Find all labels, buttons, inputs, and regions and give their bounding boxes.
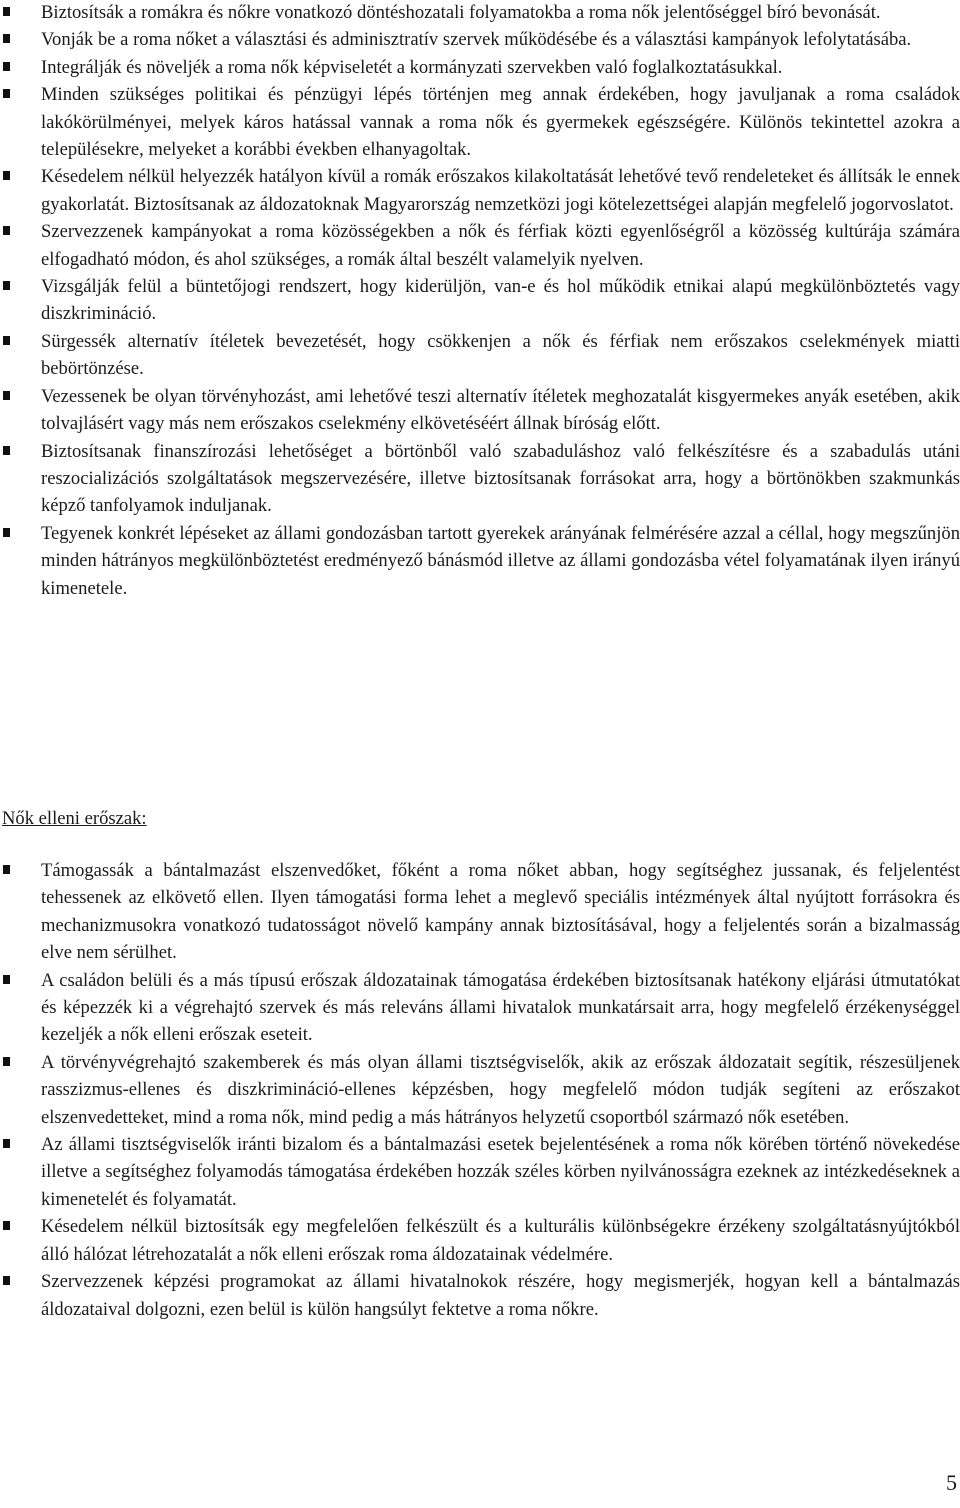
list-item-text: Késedelem nélkül helyezzék hatályon kívül a romák erőszakos kilakoltatását lehetővé tevő rendeleteket és állítsák le ennek gyakorlatát. Biztosítsanak az áldozatoknak Magyarország nemzetközi jogi kötelezettségei alapján megfelelő jogorvoslatot. <box>41 166 960 215</box>
list-item <box>41 857 960 967</box>
square-bullet-icon <box>3 1139 10 1148</box>
list-item-text: Vonják be a roma nőket a választási és adminisztratív szervek működésébe és a választási kampányok lefolytatásába. <box>41 29 912 51</box>
list-item <box>41 1131 960 1213</box>
square-bullet-icon <box>3 336 10 345</box>
list-item <box>41 26 960 53</box>
square-bullet-icon <box>3 1276 10 1285</box>
list-item-text: Szervezzenek kampányokat a roma közösségekben a nők és férfiak közti egyenlőségről a közösség kultúrája számára elfogadható módon, és ahol szükséges, a romák által beszélt valamelyik nyelven. <box>41 221 960 270</box>
square-bullet-icon <box>3 62 10 71</box>
section-heading: Nők elleni erőszak: <box>2 808 147 829</box>
list-item <box>41 273 960 328</box>
list-item-text: Minden szükséges politikai és pénzügyi lépés történjen meg annak érdekében, hogy javuljanak a roma családok lakókörülményei, melyek káros hatással vannak a roma nők és gyermekek egészségére. Különös tekintettel azokra a településekre, melyeket a korábbi években elhanyagoltak. <box>41 84 960 161</box>
list-item <box>41 967 960 1049</box>
list-item <box>41 1049 960 1131</box>
recommendations-list <box>0 0 960 602</box>
list-item-text: Tegyenek konkrét lépéseket az állami gondozásban tartott gyerekek arányának felmérésére azzal a céllal, hogy megszűnjön minden hátrányos megkülönböztetést eredményező bánásmód illetve az állami gondozásba vétel folyamatának ilyen irányú kimenetele. <box>41 522 960 599</box>
list-item-text: Az állami tisztségviselők iránti bizalom és a bántalmazási esetek bejelentésének a roma nők körében történő növekedése illetve a segítséghez folyamodás támogatása érdekében hozzák széles körben nyilvánosságra ezeknek az intézkedéseknek a kimenetelét és folyamatát. <box>41 1134 960 1210</box>
list-item <box>41 1213 960 1268</box>
list-item-text: Szervezzenek képzési programokat az állami hivatalnokok részére, hogy megismerjék, hogyan kell a bántalmazás áldozataival dolgozni, ezen belül is külön hangsúlyt fektetve a roma nőkre. <box>41 1271 960 1320</box>
violence-against-women-list <box>0 857 960 1323</box>
square-bullet-icon <box>3 281 10 290</box>
list-item-text: A családon belüli és a más típusú erőszak áldozatainak támogatása érdekében biztosítsanak hatékony eljárási útmutatókat és képezzék ki a végrehajtó szervek és más releváns állami hivatalok munkatársait arra, hogy megfelelő érzékenységgel kezeljék a nők elleni erőszak eseteit. <box>41 969 960 1046</box>
list-item-text: Támogassák a bántalmazást elszenvedőket, főként a roma nőket abban, hogy segítséghez jussanak, és feljelentést tehessenek az elkövető ellen. Ilyen támogatási forma lehet a meglevő speciális intézmények által nyújtott forrásokra és mechanizmusokra vonatkozó tudatosságot növelő kampány annak biztosításával, hogy a feljelentés során a bizalmasság elve nem sérülhet. <box>41 860 960 964</box>
square-bullet-icon <box>3 171 10 180</box>
list-item-text: Vizsgálják felül a büntetőjogi rendszert, hogy kiderüljön, van-e és hol működik etnikai alapú megkülönböztetés vagy diszkrimináció. <box>41 276 960 325</box>
page-number: 5 <box>946 1470 957 1495</box>
list-item <box>41 163 960 218</box>
square-bullet-icon <box>3 7 10 16</box>
list-item-text: Sürgessék alternatív ítéletek bevezetését, hogy csökkenjen a nők és férfiak nem erőszakos cselekmények miatti bebörtönzése. <box>41 330 960 380</box>
list-item <box>41 0 960 26</box>
list-item-text: Vezessenek be olyan törvényhozást, ami lehetővé teszi alternatív ítéletek meghozatalát kisgyermekes anyák esetében, akik tolvajlásért vagy más nem erőszakos cselekmény elkövetéséért állnak bíróság előtt. <box>41 385 960 435</box>
list-item-text: Biztosítsák a romákra és nőkre vonatkozó döntéshozatali folyamatokba a roma nők jelentőséggel bíró bevonását. <box>41 2 881 23</box>
square-bullet-icon <box>3 89 10 98</box>
list-item <box>41 328 960 383</box>
square-bullet-icon <box>3 226 10 235</box>
list-item <box>41 1268 960 1323</box>
square-bullet-icon <box>3 1057 10 1066</box>
square-bullet-icon <box>3 865 10 874</box>
list-item <box>41 383 960 438</box>
list-item-text: Integrálják és növeljék a roma nők képviseletét a kormányzati szervekben való foglalkoztatásukkal. <box>41 56 783 78</box>
list-item <box>41 81 960 163</box>
list-item <box>41 218 960 273</box>
square-bullet-icon <box>3 528 10 537</box>
square-bullet-icon <box>3 391 10 400</box>
square-bullet-icon <box>3 34 10 43</box>
square-bullet-icon <box>3 975 10 984</box>
list-item-text: A törvényvégrehajtó szakemberek és más olyan állami tisztségviselők, akik az erőszak áldozatait segítik, részesüljenek rasszizmus-ellenes és diszkrimináció-ellenes képzésben, hogy megfelelő módon tudják segíteni az erőszakot elszenvedetteket, mind a roma nők, mind pedig a más hátrányos helyzetű csoportból származó nők esetében. <box>41 1051 960 1128</box>
list-item <box>41 438 960 520</box>
square-bullet-icon <box>3 1221 10 1230</box>
square-bullet-icon <box>3 446 10 455</box>
list-item <box>41 520 960 602</box>
list-item <box>41 54 960 81</box>
list-item-text: Késedelem nélkül biztosítsák egy megfelelően felkészült és a kulturális különbségekre érzékeny szolgáltatásnyújtókból álló hálózat létrehozatalát a nők elleni erőszak roma áldozatainak védelmére. <box>41 1216 960 1265</box>
list-item-text: Biztosítsanak finanszírozási lehetőséget a börtönből való szabaduláshoz való felkészítésre és a szabadulás utáni reszocializációs szolgáltatások megszervezésére, illetve biztosítsanak forrásokat arra, hogy a börtönökben szakmunkás képző tanfolyamok induljanak. <box>41 440 960 517</box>
